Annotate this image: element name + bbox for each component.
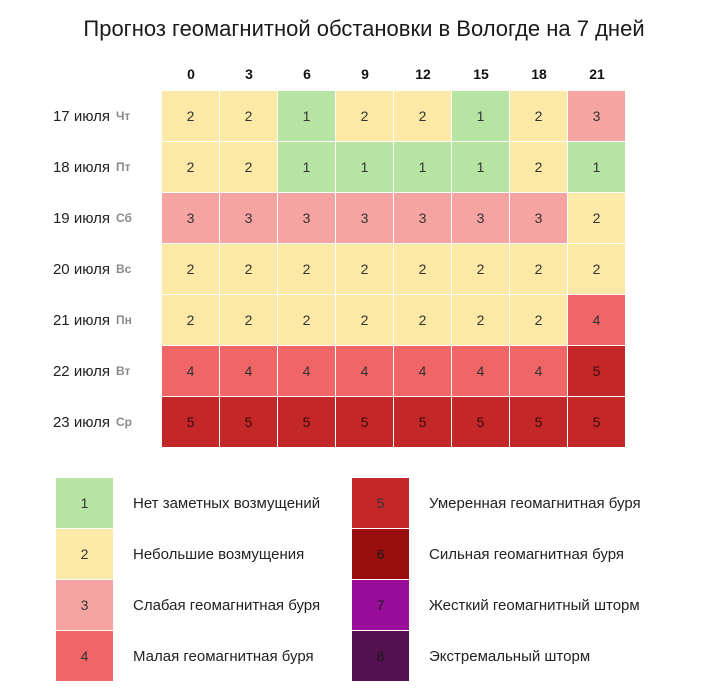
heatmap-cell: 2 (452, 244, 509, 294)
heatmap-cell: 2 (162, 244, 219, 294)
heatmap-cell: 5 (162, 397, 219, 447)
legend-swatch: 7 (352, 580, 409, 630)
heatmap-cell: 2 (336, 295, 393, 345)
legend-item (56, 631, 320, 682)
weekday-label: Вт (116, 364, 131, 378)
heatmap-cell: 4 (568, 295, 625, 345)
legend-item (56, 529, 320, 580)
heatmap-cell: 5 (278, 397, 335, 447)
day-row (0, 193, 626, 244)
heatmap-cell: 4 (510, 346, 567, 396)
legend-item (56, 580, 320, 631)
hour-header-row (162, 66, 626, 88)
heatmap-cell: 2 (162, 142, 219, 192)
heatmap-cell: 4 (278, 346, 335, 396)
hour-label: 9 (361, 66, 369, 82)
heatmap-cell: 5 (394, 397, 451, 447)
hour-label: 15 (473, 66, 489, 82)
heatmap-cell: 3 (394, 193, 451, 243)
legend-label: Жесткий геомагнитный шторм (429, 597, 640, 614)
hour-label: 12 (415, 66, 431, 82)
heatmap-cell: 2 (220, 244, 277, 294)
weekday-label: Вс (116, 262, 132, 276)
heatmap-cell: 3 (452, 193, 509, 243)
legend-swatch: 2 (56, 529, 113, 579)
weekday-label: Чт (116, 109, 131, 123)
heatmap-cell: 5 (568, 397, 625, 447)
heatmap-cell: 1 (568, 142, 625, 192)
heatmap-cell: 2 (394, 295, 451, 345)
heatmap-cell: 3 (162, 193, 219, 243)
legend-label: Слабая геомагнитная буря (133, 597, 321, 614)
weekday-label: Ср (116, 415, 132, 429)
heatmap-grid (0, 91, 626, 448)
heatmap-cell: 5 (220, 397, 277, 447)
heatmap-cell: 5 (452, 397, 509, 447)
date-label: 19 июля (52, 210, 110, 227)
heatmap-cell: 4 (452, 346, 509, 396)
legend-column-right (352, 478, 641, 682)
heatmap-cell: 2 (336, 244, 393, 294)
legend-item (352, 631, 641, 682)
heatmap-cell: 2 (510, 244, 567, 294)
legend-swatch: 5 (352, 478, 409, 528)
legend-label: Сильная геомагнитная буря (429, 546, 624, 563)
heatmap-cell: 3 (278, 193, 335, 243)
heatmap-cell: 1 (394, 142, 451, 192)
heatmap-cell: 3 (510, 193, 567, 243)
date-label: 20 июля (52, 261, 110, 278)
legend (0, 478, 728, 688)
heatmap-cell: 2 (278, 295, 335, 345)
heatmap-cell: 2 (220, 295, 277, 345)
weekday-label: Сб (116, 211, 132, 225)
heatmap-cell: 1 (278, 91, 335, 141)
heatmap-cell: 5 (510, 397, 567, 447)
day-row (0, 295, 626, 346)
legend-swatch: 1 (56, 478, 113, 528)
legend-label: Небольшие возмущения (133, 546, 305, 563)
legend-item (352, 529, 641, 580)
hour-label: 3 (245, 66, 253, 82)
heatmap-cell: 4 (162, 346, 219, 396)
heatmap-cell: 5 (568, 346, 625, 396)
hour-label: 21 (589, 66, 605, 82)
heatmap-cell: 5 (336, 397, 393, 447)
heatmap-cell: 2 (336, 91, 393, 141)
legend-item (352, 580, 641, 631)
heatmap-cell: 4 (336, 346, 393, 396)
hour-label: 18 (531, 66, 547, 82)
legend-swatch: 4 (56, 631, 113, 681)
date-label: 23 июля (52, 414, 110, 431)
heatmap-cell: 4 (394, 346, 451, 396)
heatmap-cell: 2 (510, 295, 567, 345)
legend-item (352, 478, 641, 529)
legend-label: Экстремальный шторм (429, 648, 591, 665)
heatmap-cell: 1 (452, 142, 509, 192)
legend-swatch: 6 (352, 529, 409, 579)
heatmap-cell: 4 (220, 346, 277, 396)
date-label: 21 июля (52, 312, 110, 329)
heatmap-cell: 1 (278, 142, 335, 192)
heatmap-cell: 1 (452, 91, 509, 141)
legend-label: Малая геомагнитная буря (133, 648, 314, 665)
heatmap-cell: 2 (162, 295, 219, 345)
date-label: 22 июля (52, 363, 110, 380)
day-row (0, 142, 626, 193)
hour-label: 0 (187, 66, 195, 82)
legend-column-left (56, 478, 320, 682)
heatmap-cell: 2 (568, 193, 625, 243)
heatmap-cell: 3 (568, 91, 625, 141)
legend-label: Умеренная геомагнитная буря (429, 495, 641, 512)
date-label: 18 июля (52, 159, 110, 176)
legend-label: Нет заметных возмущений (133, 495, 321, 512)
day-row (0, 397, 626, 448)
chart-title: Прогноз геомагнитной обстановки в Вологде на 7 дней (83, 16, 645, 41)
date-label: 17 июля (52, 108, 110, 125)
legend-swatch: 8 (352, 631, 409, 681)
heatmap-cell: 2 (568, 244, 625, 294)
legend-swatch: 3 (56, 580, 113, 630)
heatmap-cell: 2 (278, 244, 335, 294)
heatmap-cell: 2 (394, 91, 451, 141)
weekday-label: Пн (116, 313, 132, 327)
weekday-label: Пт (116, 160, 131, 174)
heatmap-cell: 2 (394, 244, 451, 294)
legend-item (56, 478, 320, 529)
hour-label: 6 (303, 66, 311, 82)
heatmap-cell: 2 (510, 91, 567, 141)
heatmap-cell: 3 (336, 193, 393, 243)
heatmap-cell: 2 (162, 91, 219, 141)
heatmap-cell: 3 (220, 193, 277, 243)
heatmap-cell: 2 (220, 142, 277, 192)
heatmap-cell: 2 (510, 142, 567, 192)
heatmap-cell: 2 (452, 295, 509, 345)
day-row (0, 244, 626, 295)
heatmap-cell: 1 (336, 142, 393, 192)
day-row (0, 346, 626, 397)
heatmap-cell: 2 (220, 91, 277, 141)
day-row (0, 91, 626, 142)
